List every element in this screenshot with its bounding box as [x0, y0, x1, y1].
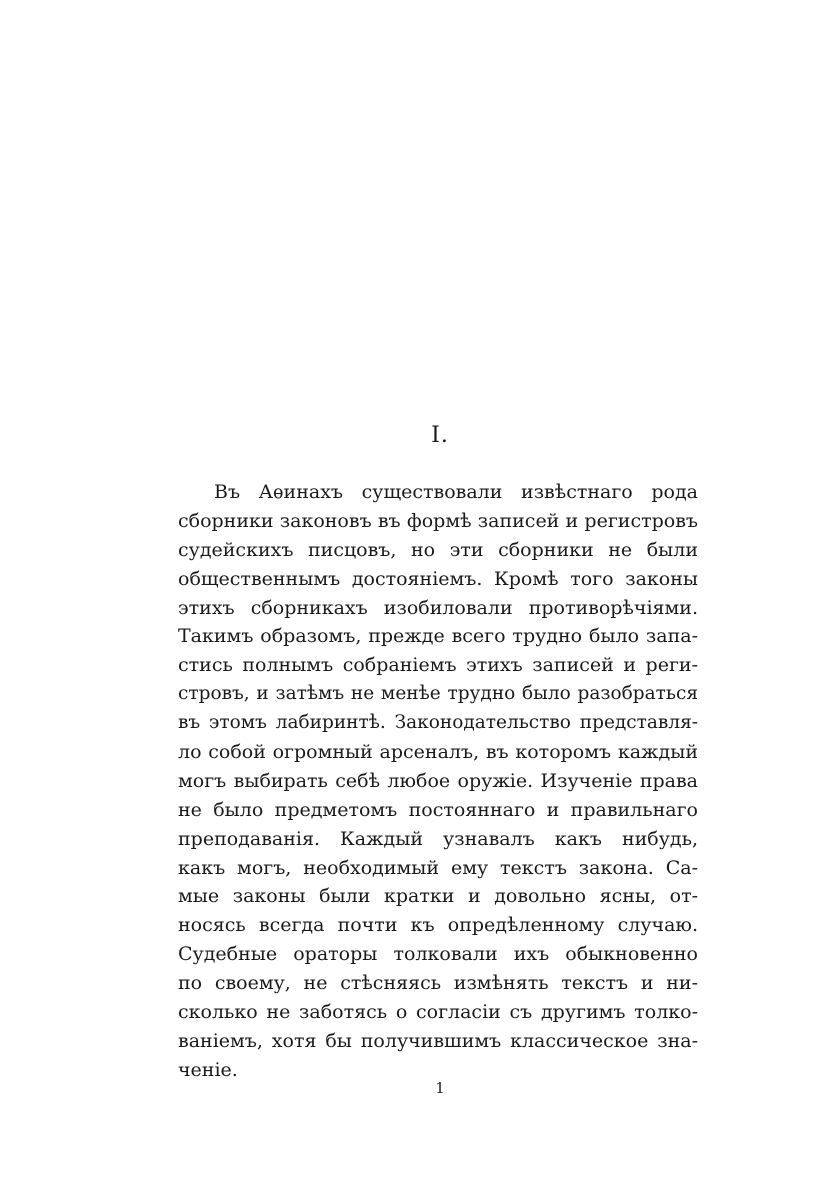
- text-line: ло собой огромный арсеналъ, въ которомъ каждый: [178, 741, 698, 764]
- text-line: носясь всегда почти къ опредѣленному случаю.: [178, 914, 698, 937]
- text-line: стись полнымъ собраніемъ этихъ записей и реги-: [178, 654, 698, 677]
- text-line: судейскихъ писцовъ, но эти сборники не были: [178, 538, 698, 561]
- text-line: Такимъ образомъ, прежде всего трудно было запа-: [178, 625, 698, 648]
- chapter-heading: I.: [431, 423, 449, 448]
- text-line: какъ могъ, необходимый ему текстъ закона. Са-: [178, 856, 698, 879]
- text-line: по своему, не стѣсняясь измѣнять текстъ и ни-: [178, 972, 698, 995]
- text-line: не было предметомъ постояннаго и правильнаго: [178, 798, 698, 821]
- body-paragraph: [178, 478, 698, 1085]
- text-line: стровъ, и затѣмъ не менѣе трудно было разобраться: [178, 683, 698, 705]
- text-line: ваніемъ, хотя бы получившимъ классическое зна-: [178, 1029, 698, 1052]
- page-number: 1: [435, 1079, 445, 1097]
- text-line: въ этомъ лабиринтѣ. Законодательство представля-: [178, 712, 698, 734]
- text-line: Въ Аѳинахъ существовали извѣстнаго рода: [214, 481, 698, 503]
- text-line: могъ выбирать себѣ любое оружіе. Изученіе права: [178, 769, 698, 792]
- text-line: мые законы были кратки и довольно ясны, от-: [178, 885, 698, 908]
- text-line: преподаванія. Каждый узнавалъ какъ нибудь,: [178, 827, 698, 850]
- text-line: сборники законовъ въ формѣ записей и регистровъ: [178, 509, 698, 532]
- text-line: ченіе.: [178, 1058, 238, 1081]
- text-line: этихъ сборникахъ изобиловали противорѣчіями.: [178, 596, 698, 619]
- text-line: сколько не заботясь о согласіи съ другимъ толко-: [178, 1001, 698, 1024]
- text-line: общественнымъ достояніемъ. Кромѣ того законы: [178, 567, 698, 590]
- text-line: Судебные ораторы толковали ихъ обыкновенно: [178, 943, 698, 966]
